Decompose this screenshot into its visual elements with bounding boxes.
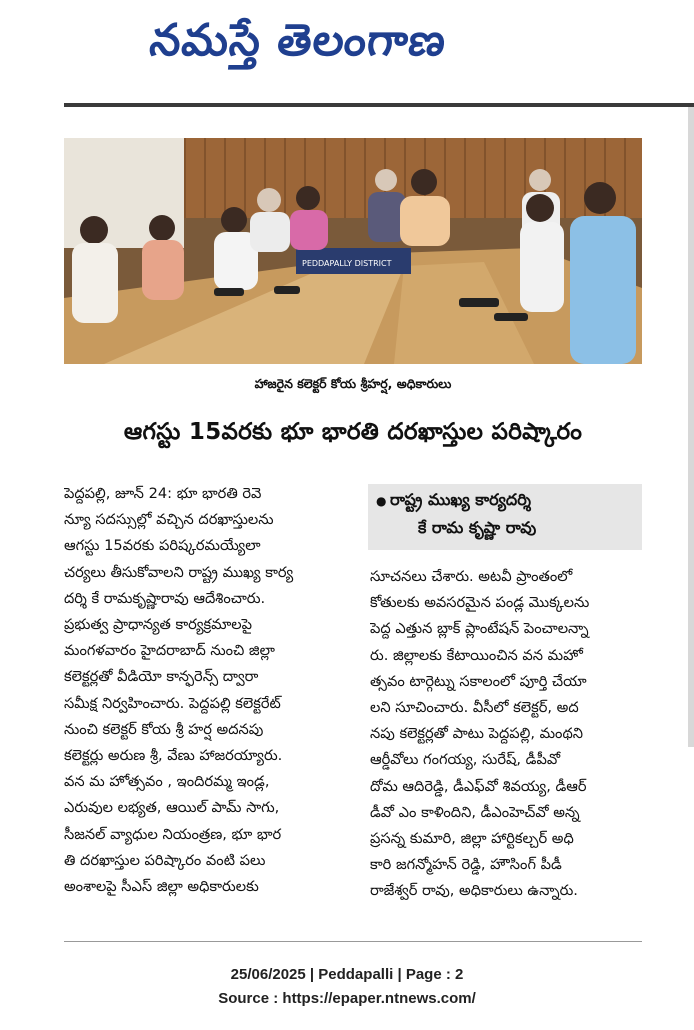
column-1-line: సమీక్ష నిర్వహించారు. పెద్దపల్లి కలెక్టరేట్ — [64, 694, 281, 712]
article-column-2 — [370, 564, 642, 905]
column-1-line: ఆగస్టు 15వరకు పరిష్కరమయ్యేలా — [64, 537, 261, 555]
column-1-line: పెద్దపల్లి, జూన్ 24: భూ భారతి రెవె — [64, 485, 262, 502]
column-2-line: కారి జగన్మోహన్ రెడ్డి, హౌసింగ్ పీడీ — [370, 856, 562, 874]
subheading-line-1: రాష్ట్ర ముఖ్య కార్యదర్శి — [390, 490, 531, 509]
subheading-box — [368, 484, 642, 550]
meeting-photo-illustration — [64, 138, 642, 364]
column-1-line: చర్యలు తీసుకోవాలని రాష్ట్ర ముఖ్య కార్య — [64, 563, 294, 581]
column-1-line: ప్రభుత్వ ప్రాధాన్యత కార్యక్రమాలపై — [64, 616, 252, 634]
column-1-line: న్యూ సదస్సుల్లో వచ్చిన దరఖాస్తులను — [64, 511, 274, 529]
column-1-line: సీజనల్ వ్యాధుల నియంత్రణ, భూ భార — [64, 825, 282, 843]
footer-source-link[interactable]: Source : https://epaper.ntnews.com/ — [218, 990, 476, 1007]
column-2-line: సూచనలు చేశారు. అటవీ ప్రాంతంలో — [370, 568, 573, 585]
column-2-line: రు. జిల్లాలకు కేటాయించిన వన మహో — [370, 646, 583, 664]
column-2-line: డీవో ఎం కాళిందిని, డీఎంహెచ్‌వో అన్న — [370, 803, 580, 821]
column-2-line: లని సూచించారు. వీసీలో కలెక్టర్, అద — [370, 699, 579, 717]
column-2-line: రాజేశ్వర్ రావు, అధికారులు ఉన్నారు. — [370, 882, 578, 900]
column-2-line: కోతులకు అవసరమైన పండ్ల మొక్కలను — [370, 594, 590, 612]
masthead-rule — [64, 103, 694, 107]
article-column-1 — [64, 481, 358, 900]
column-2-line: నపు కలెక్టర్లతో పాటు పెద్దపల్లి, మంథని — [370, 725, 583, 743]
district-banner-text: PEDDAPALLY DISTRICT — [302, 259, 392, 268]
column-1-line: ఎరువుల లభ్యత, ఆయిల్ పామ్ సాగు, — [64, 799, 280, 817]
column-2-line: ప్రసన్న కుమారి, జిల్లా హార్టికల్చర్ అధి — [370, 830, 574, 848]
bullet-icon: ● — [376, 494, 387, 508]
column-2-line: పెద్ద ఎత్తున బ్లాక్ ప్లాంటేషన్ పెంచాలన్నా — [370, 620, 589, 638]
column-2-line: త్సవం టార్గెట్ను సకాలంలో పూర్తి చేయా — [370, 672, 587, 690]
footer-date-page: 25/06/2025 | Peddapalli | Page : 2 — [230, 966, 464, 983]
news-photo — [64, 138, 642, 364]
column-1-line: వన మ హోత్సవం , ఇందిరమ్మ ఇండ్ల, — [64, 773, 270, 791]
photo-caption: హాజరైన కలెక్టర్ కోయ శ్రీహర్ష, అధికారులు — [254, 376, 452, 391]
column-1-line: మంగళవారం హైదరాబాద్ నుంచి జిల్లా — [64, 642, 275, 660]
article-bottom-rule — [64, 941, 642, 942]
column-2-line: ఆర్డీవోలు గంగయ్య, సురేష్, డీపీవో — [370, 751, 561, 769]
column-1-line: కలెక్టర్లతో వీడియో కాన్ఫరెన్స్ ద్వారా — [64, 668, 259, 686]
column-1-line: కలెక్టర్లు అరుణ శ్రీ, వేణు హాజరయ్యారు. — [64, 747, 283, 765]
column-1-line: దర్శి కే రామకృష్ణారావు ఆదేశించారు. — [64, 589, 266, 607]
column-1-line: తి దరఖాస్తుల పరిష్కారం వంటి పలు — [64, 851, 266, 869]
page-edge — [688, 107, 694, 747]
subheading-line-2: కే రామ కృష్ణా రావు — [418, 518, 537, 537]
newspaper-masthead: నమస్తే తెలంగాణ — [147, 15, 449, 66]
column-1-line: అంశాలపై సీఎస్ జిల్లా అధికారులకు — [64, 878, 259, 896]
column-1-line: నుంచి కలెక్టర్ కోయ శ్రీ హర్ష అదనపు — [64, 720, 264, 738]
article-headline: ఆగస్టు 15వరకు భూ భారతి దరఖాస్తుల పరిష్కారం — [123, 419, 583, 445]
column-2-line: దోమ ఆదిరెడ్డి, డీఎఫ్‌వో శివయ్య, డీఆర్ — [370, 777, 587, 795]
